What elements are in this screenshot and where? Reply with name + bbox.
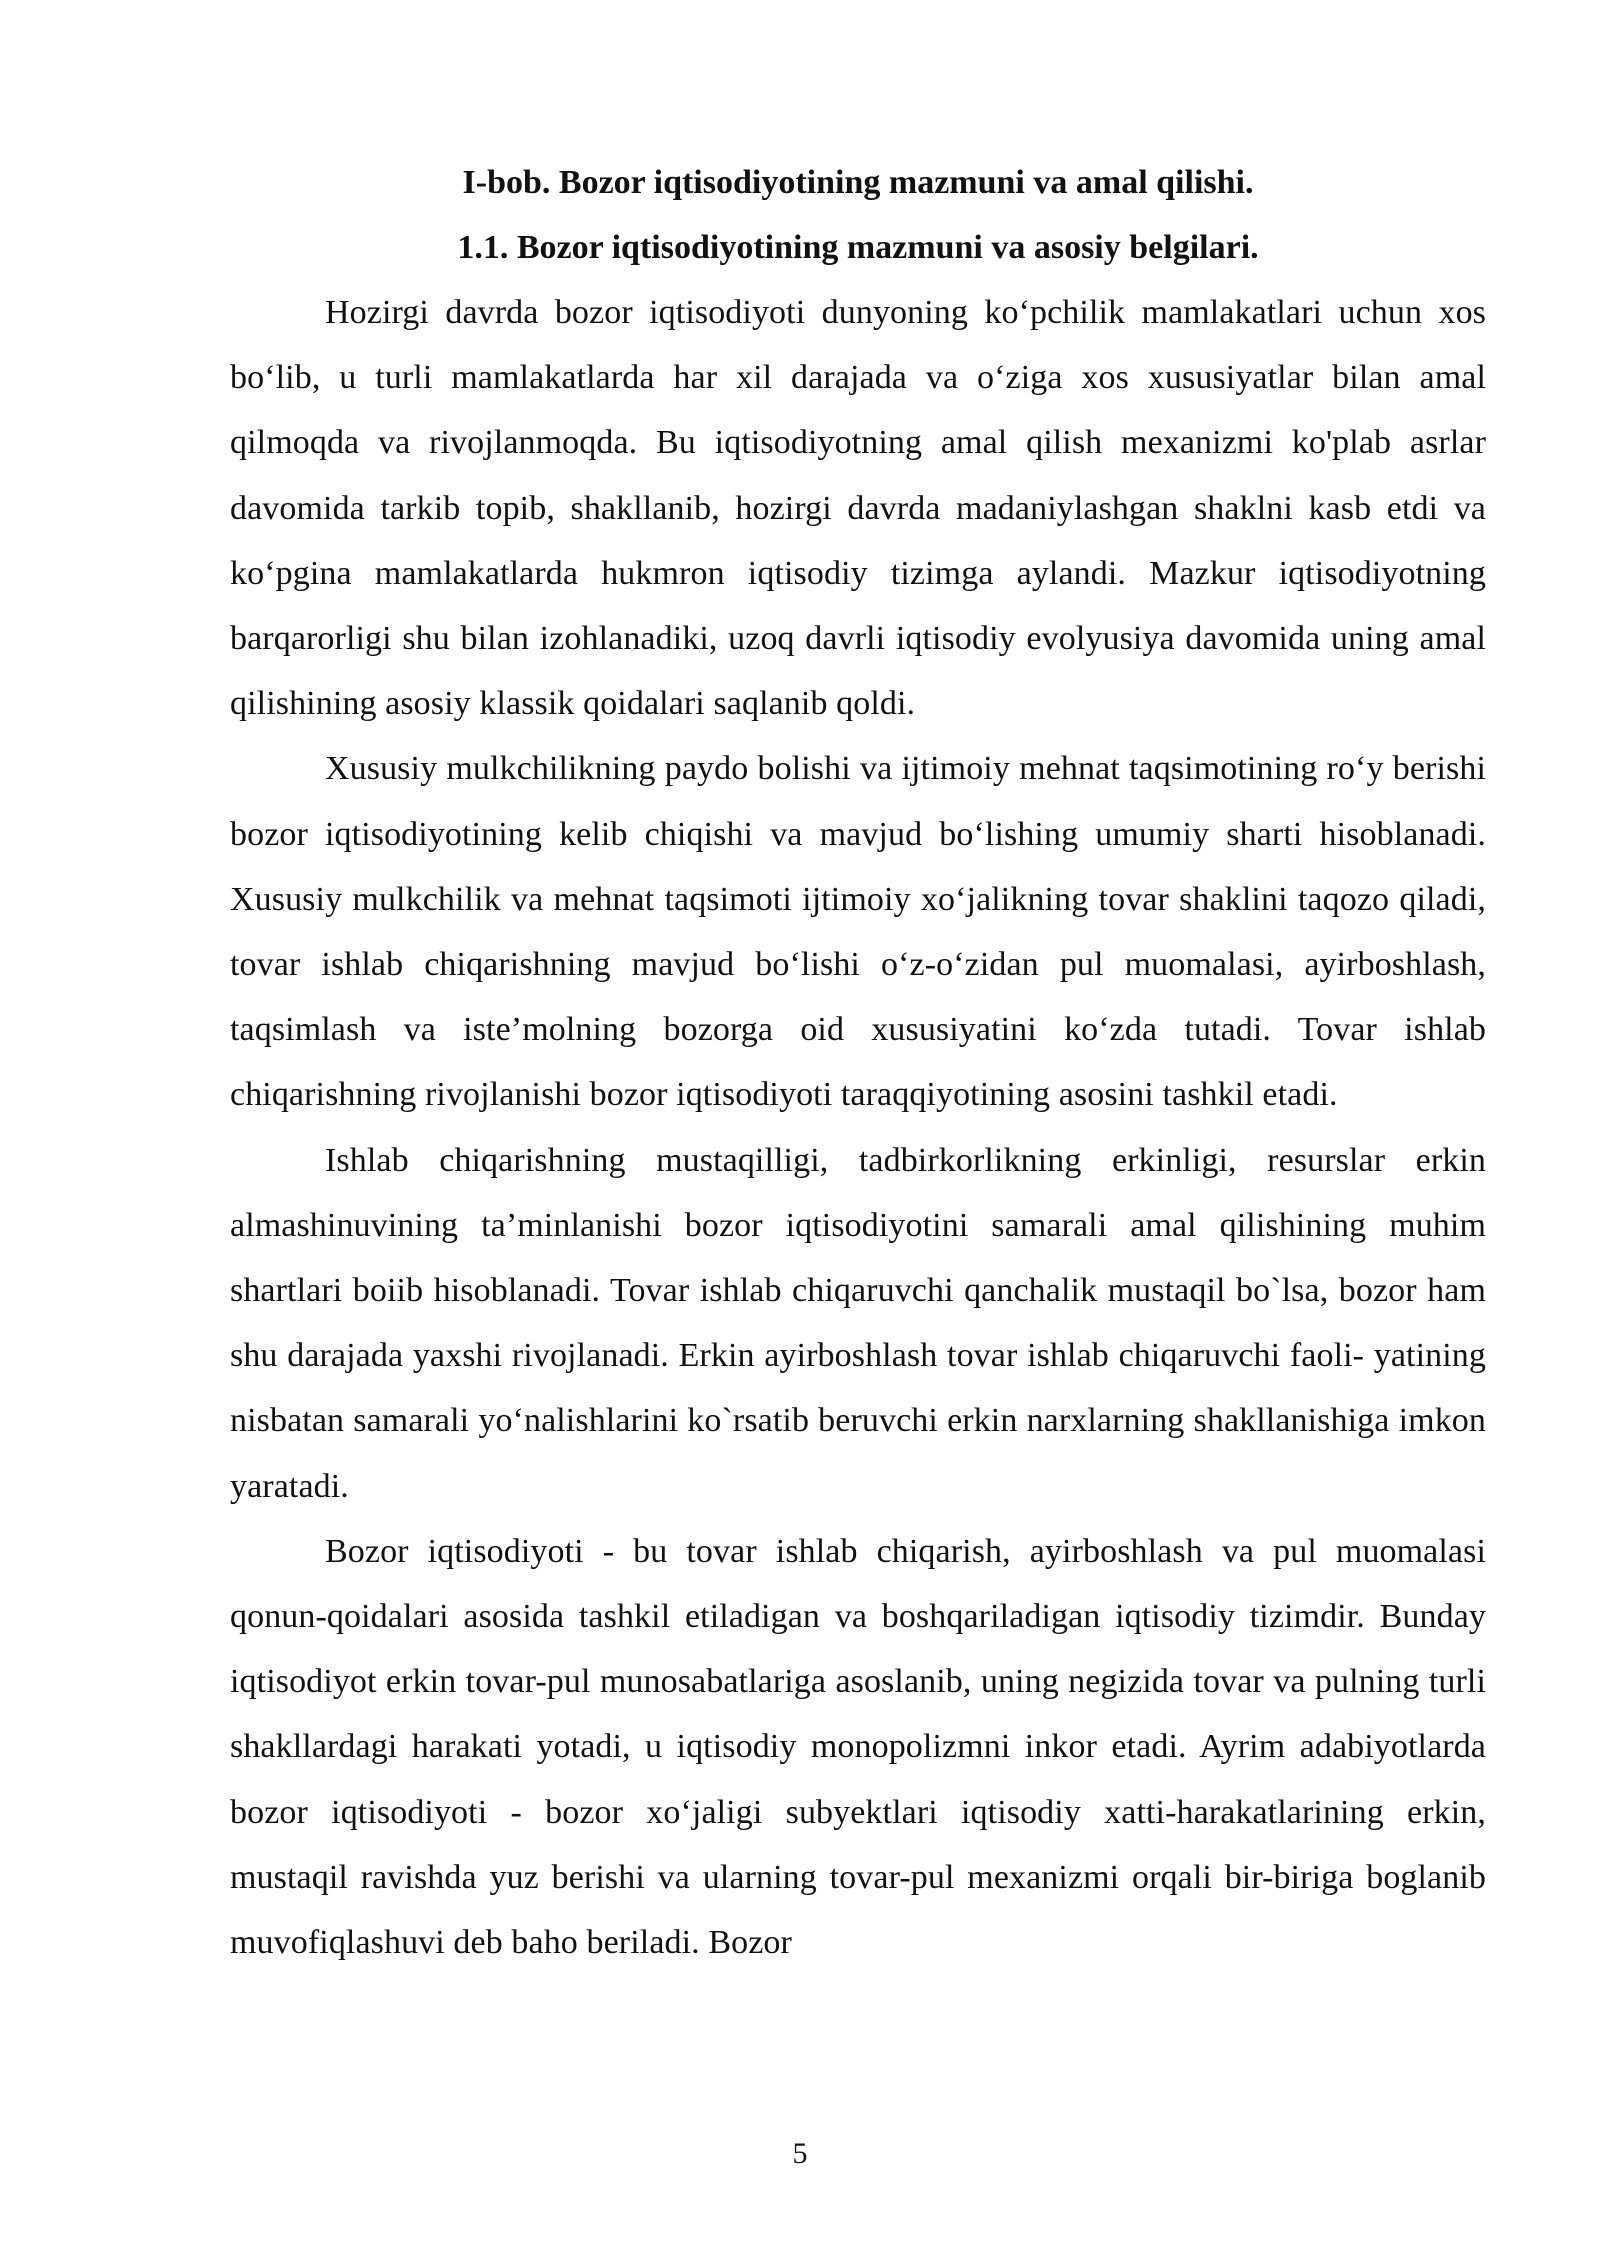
page-number: 5 xyxy=(792,2137,808,2170)
paragraph-1: Hozirgi davrda bozor iqtisodiyoti dunyoning ko‘pchilik mamlakatlari uchun xos bo‘lib, u turli mamlakatlarda har xil darajada va o‘ziga xos xususiyatlar bilan amal qilmoqda va rivojlanmoqda. Bu iqtisodiyotning amal qilish mexanizmi ko'plab asrlar davomida tarkib topib, shakllanib, hozirgi davrda madaniylashgan shaklni kasb etdi va ko‘pgina mamlakatlarda hukmron iqtisodiy tizimga aylandi. Mazkur iqtisodiyotning barqarorligi shu bilan izohlanadiki, uzoq davrli iqtisodiy evolyusiya davomida uning amal qilishining asosiy klassik qoidalari saqlanib qoldi. xyxy=(230,294,1486,723)
chapter-title: I-bob. Bozor iqtisodiyotining mazmuni va amal qilishi. xyxy=(462,164,1254,201)
paragraph-3: Ishlab chiqarishning mustaqilligi, tadbirkorlikning erkinligi, resurslar erkin almashinuvining ta’minlanishi bozor iqtisodiyotini samarali amal qilishining muhim shartlari boiib hisoblanadi. Tovar ishlab chiqaruvchi qanchalik mustaqil bo`lsa, bozor ham shu darajada yaxshi rivojlanadi. Erkin ayirboshlash tovar ishlab chiqaruvchi faoli- yatining nisbatan samarali yo‘nalishlarini ko`rsatib beruvchi erkin narxlarning shakllanishiga imkon yaratadi. xyxy=(230,1141,1486,1505)
paragraph-4: Bozor iqtisodiyoti - bu tovar ishlab chiqarish, ayirboshlash va pul muomalasi qonun-qoidalari asosida tashkil etiladigan va boshqariladigan iqtisodiy tizimdir. Bunday iqtisodiyot erkin tovar-pul munosabatlariga asoslanib, uning negizida tovar va pulning turli shakllardagi harakati yotadi, u iqtisodiy monopolizmni inkor etadi. Ayrim adabiyotlarda bozor iqtisodiyoti - bozor xo‘jaligi subyektlari iqtisodiy xatti-harakatlarining erkin, mustaqil ravishda yuz berishi va ularning tovar-pul mexanizmi orqali bir-biriga boglanib muvofiqlashuvi deb baho beriladi. Bozor xyxy=(230,1532,1486,1962)
page-body xyxy=(230,150,1486,1975)
section-title: 1.1. Bozor iqtisodiyotining mazmuni va asosiy belgilari. xyxy=(457,229,1259,266)
paragraph-2: Xususiy mulkchilikning paydo bolishi va ijtimoiy mehnat taqsimotining ro‘y berishi bozor iqtisodiyotining kelib chiqishi va mavjud bo‘lishing umumiy sharti hisoblanadi. Xususiy mulkchilik va mehnat taqsimoti ijtimoiy xo‘jalikning tovar shaklini taqozo qiladi, tovar ishlab chiqarishning mavjud bo‘lishi o‘z-o‘zidan pul muomalasi, ayirboshlash, taqsimlash va iste’molning bozorga oid xususiyatini ko‘zda tutadi. Tovar ishlab chiqarishning rivojlanishi bozor iqtisodiyoti taraqqiyotining asosini tashkil etadi. xyxy=(230,750,1486,1114)
